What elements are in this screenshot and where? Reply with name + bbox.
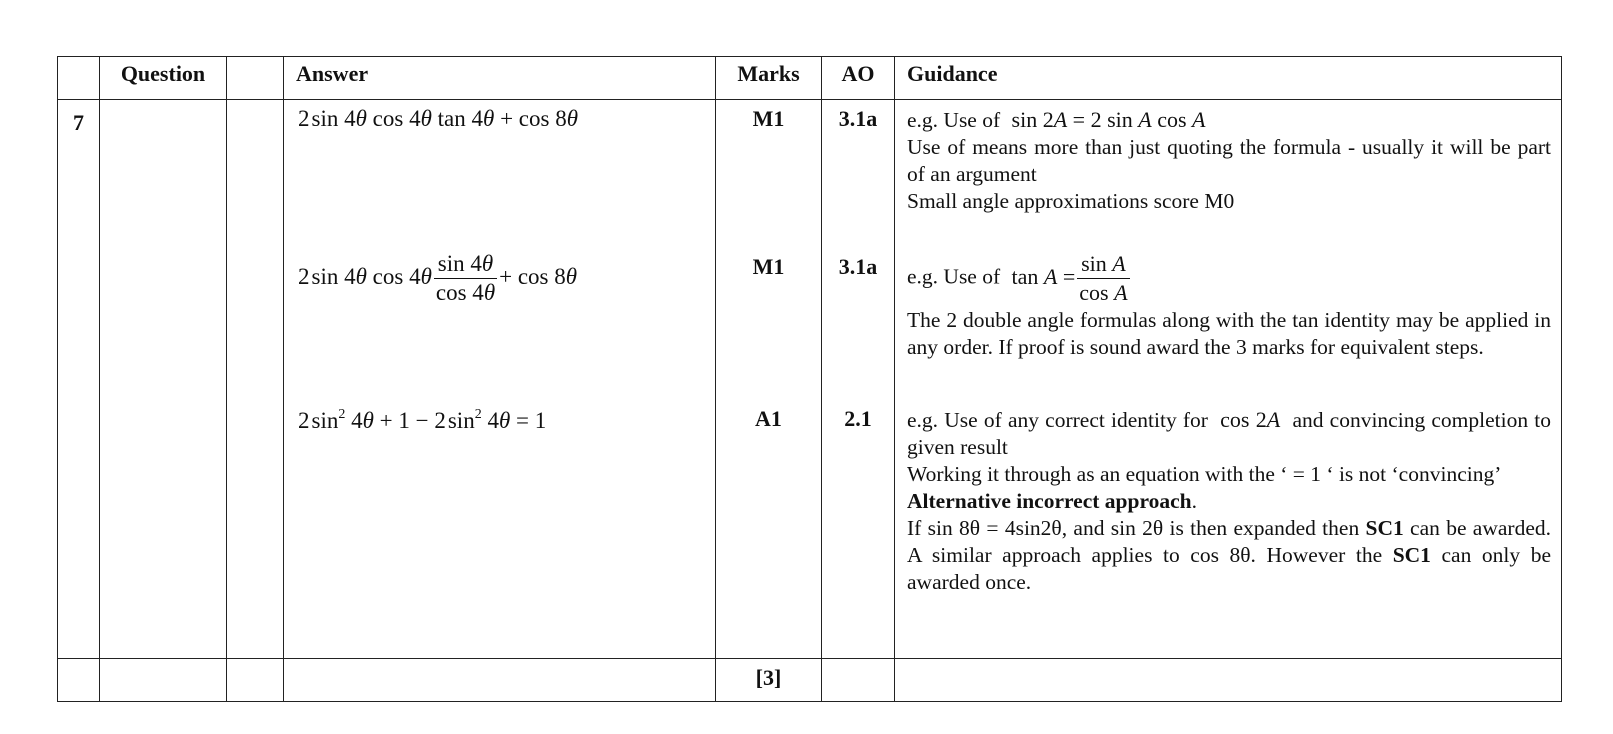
header-marks: Marks [716, 57, 822, 100]
question-number: 7 [58, 100, 100, 659]
guidance-3-alt: Alternative incorrect approach. [907, 489, 1197, 513]
header-guidance: Guidance [895, 57, 1562, 100]
ao-step-2: 3.1a [838, 254, 878, 279]
guidance-step-3 [907, 406, 1551, 596]
mark-step-1: M1 [752, 106, 785, 131]
ao-step-1: 3.1a [838, 106, 878, 131]
ao-cell [822, 100, 895, 659]
guidance-2-prefix: e.g. Use of [907, 264, 1001, 289]
guidance-1-line2: Use of means more than just quoting the formula - usually it will be part of an argument [907, 135, 1551, 186]
header-question: Question [100, 57, 227, 100]
guidance-3-sc: If sin 8θ = 4sin2θ, and sin 2θ is then expanded then SC1 can be awarded. A similar approach applies to cos 8θ. However the SC1 can only be awarded once. [907, 516, 1551, 594]
total-marks: [3] [716, 659, 822, 702]
header-ao: AO [822, 57, 895, 100]
question-sub-cell [227, 100, 284, 659]
answer-step-1: 2sin 4θ cos 4θ tan 4θ + cos 8θ [298, 106, 579, 131]
question-part-cell [100, 100, 227, 659]
answer-fraction: $\frac{\sin 4\theta}{\cos 4\theta}$ [435, 251, 496, 305]
guidance-3-line2: Working it through as an equation with the ‘ = 1 ‘ is not ‘convincing’ [907, 462, 1502, 486]
guidance-1-line3: Small angle approximations score M0 [907, 189, 1235, 213]
mark-scheme-table [57, 56, 1562, 702]
header-blank-1 [58, 57, 100, 100]
guidance-1-formula: sin 2A = 2 sin A cos A [1011, 107, 1206, 132]
header-answer: Answer [284, 57, 716, 100]
mark-step-2: M1 [752, 254, 785, 279]
question-row [58, 100, 1562, 659]
guidance-2-formula: tan A = $\frac{\text{sin A}}{\text{cos A}}$ [1011, 251, 1128, 305]
header-blank-3 [227, 57, 284, 100]
mark-step-3: A1 [755, 406, 782, 431]
header-row [58, 57, 1562, 100]
guidance-step-1 [907, 106, 1551, 215]
guidance-step-2 [907, 252, 1551, 361]
guidance-3-line1: e.g. Use of any correct identity for cos 2A and convincing completion to given result [907, 407, 1552, 459]
answer-step-2: 2sin 4θ cos 4θ $\frac{\sin 4\theta}{\cos 4\theta}$ + cos 8θ [298, 251, 578, 305]
guidance-1-prefix: e.g. Use of [907, 108, 1001, 132]
marks-cell [716, 100, 822, 659]
ao-step-3: 2.1 [844, 406, 872, 431]
guidance-2-line2: The 2 double angle formulas along with the tan identity may be applied in any order. If proof is sound award the 3 marks for equivalent steps. [907, 308, 1551, 359]
answer-step-3: $2\sin^2$ $4\theta + 1 - 2\sin^2$ 4θ = 1 [298, 407, 547, 433]
answer-cell [284, 100, 716, 659]
total-row [58, 659, 1562, 702]
guidance-cell [895, 100, 1562, 659]
